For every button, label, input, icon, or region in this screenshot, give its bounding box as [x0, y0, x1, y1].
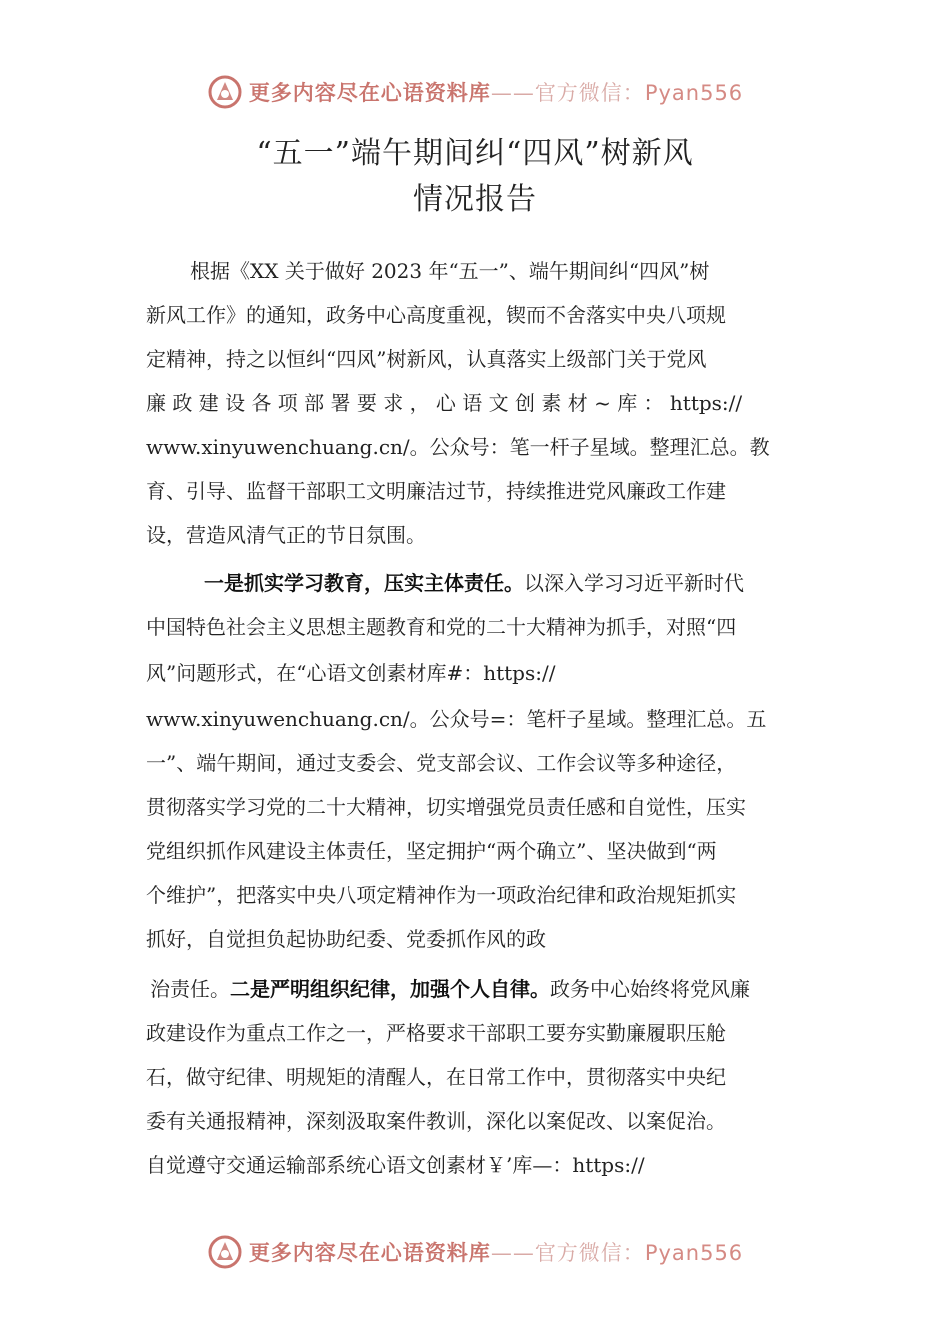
paragraph-line: 设，营造风清气正的节日氛围。: [146, 523, 426, 547]
watermark-separator: ——: [490, 81, 535, 105]
paragraph-line: 个维护”，把落实中央八项定精神作为一项政治纪律和政治规矩抓实: [146, 883, 737, 907]
paragraph-line: 育、引导、监督干部职工文明廉洁过节，持续推进党风廉政工作建: [146, 479, 726, 503]
watermark-main: 更多内容尽在心语资料库: [248, 81, 491, 105]
watermark-wechat-label: 官方微信：: [534, 81, 645, 105]
paragraph-line: 抓好，自觉担负起协助纪委、党委抓作风的政: [146, 927, 546, 951]
paragraph-line: 风”问题形式，在“心语文创素材库#：https://: [146, 661, 556, 685]
document-title-line-2: 情况报告: [413, 182, 537, 217]
footer-watermark: [0, 1232, 950, 1272]
paragraph-line: 一”、端午期间，通过支委会、党支部会议、工作会议等多种途径，: [146, 751, 737, 775]
paragraph-line: 委有关通报精神，深刻汲取案件教训，深化以案促改、以案促治。: [146, 1109, 726, 1133]
watermark-wechat-label: 官方微信：: [534, 1241, 645, 1265]
section-heading-2: 二是严明组织纪律，加强个人自律。: [230, 977, 550, 1001]
paragraph-line-rest: 以深入学习习近平新时代: [524, 571, 744, 595]
paragraph-line: 廉 政 建 设 各 项 部 署 要 求 ， 心 语 文 创 素 材 ~ 库 ： https://: [146, 391, 743, 415]
paragraph-line: 中国特色社会主义思想主题教育和党的二十大精神为抓手，对照“四: [146, 615, 737, 639]
paragraph-line: 新风工作》的通知，政务中心高度重视，锲而不舍落实中央八项规: [146, 303, 726, 327]
section-heading-1: 一是抓实学习教育，压实主体责任。: [204, 571, 524, 595]
paragraph-line: www.xinyuwenchuang.cn/。公众号：笔一杆子星域。整理汇总。教: [146, 435, 770, 459]
paragraph-line: 自觉遵守交通运输部系统心语文创素材￥’库—：https://: [146, 1153, 645, 1177]
paragraph-lead-text: 治责任。: [150, 977, 230, 1001]
watermark-text: [249, 1237, 743, 1267]
watermark-main: 更多内容尽在心语资料库: [248, 1241, 491, 1265]
paragraph-first-line: [204, 568, 744, 598]
watermark-separator: ——: [490, 1241, 535, 1265]
paragraph-line: 政建设作为重点工作之一，严格要求干部职工要夯实勤廉履职压舱: [146, 1021, 726, 1045]
paragraph-line: 贯彻落实学习党的二十大精神，切实增强党员责任感和自觉性，压实: [146, 795, 746, 819]
watermark-wechat-id: Pyan556: [644, 81, 744, 105]
document-title-line-1: “五一”端午期间纠“四风”树新风: [256, 136, 694, 171]
paragraph-line: 党组织抓作风建设主体责任，坚定拥护“两个确立”、坚决做到“两: [146, 839, 717, 863]
paragraph-line-rest: 政务中心始终将党风廉: [550, 977, 750, 1001]
paragraph-first-line: [150, 974, 750, 1004]
paragraph-line: 根据《XX 关于做好 2023 年“五一”、端午期间纠“四风”树: [190, 259, 710, 283]
watermark-text: [249, 77, 743, 107]
watermark-logo-icon: [207, 74, 243, 110]
watermark-wechat-id: Pyan556: [644, 1241, 744, 1265]
header-watermark: [0, 72, 950, 112]
paragraph-line: 定精神，持之以恒纠“四风”树新风，认真落实上级部门关于党风: [146, 347, 707, 371]
watermark-logo-icon: [207, 1234, 243, 1270]
paragraph-line: www.xinyuwenchuang.cn/。公众号=：笔杆子星域。整理汇总。五: [146, 707, 767, 731]
paragraph-line: 石，做守纪律、明规矩的清醒人，在日常工作中，贯彻落实中央纪: [146, 1065, 726, 1089]
